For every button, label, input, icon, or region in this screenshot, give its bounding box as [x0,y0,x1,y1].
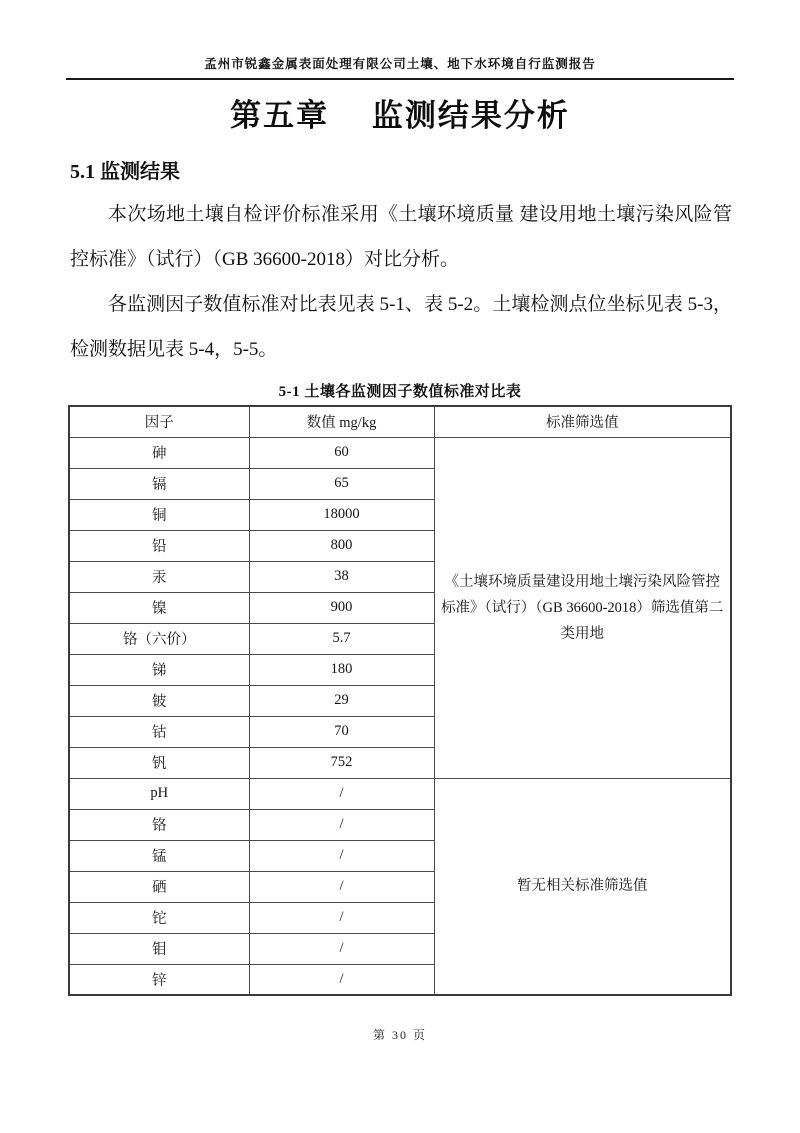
header-cell-value: 数值 mg/kg [249,406,434,437]
table-row [69,437,731,468]
value-cell: 60 [249,437,434,468]
value-cell: / [249,840,434,871]
paragraph-standard-basis: 本次场地土壤自检评价标准采用《土壤环境质量 建设用地土壤污染风险管控标准》（试行）（GB 36600-2018）对比分析。 [70,204,732,270]
value-cell: / [249,933,434,964]
value-cell: / [249,902,434,933]
factor-cell: 铊 [69,902,249,933]
page-number: 第 30 页 [372,1028,427,1042]
factor-cell: 铅 [69,530,249,561]
paragraph-table-references: 各监测因子数值标准对比表见表 5-1、表 5-2。土壤检测点位坐标见表 5-3，检测数据见表 5-4，5-5。 [70,294,732,360]
factor-cell: 锌 [69,964,249,995]
factor-cell: 镍 [69,592,249,623]
value-cell: 65 [249,468,434,499]
header-rule [66,78,734,80]
value-cell: 800 [249,530,434,561]
table-row [69,778,731,809]
header-cell-factor: 因子 [69,406,249,437]
running-header: 孟州市锐鑫金属表面处理有限公司土壤、地下水环境自行监测报告 [204,57,596,71]
value-cell: / [249,809,434,840]
factor-cell: 铬 [69,809,249,840]
factor-cell: pH [69,778,249,809]
value-cell: 70 [249,716,434,747]
value-cell: 900 [249,592,434,623]
factor-cell: 砷 [69,437,249,468]
factor-cell: 镉 [69,468,249,499]
factor-cell: 铜 [69,499,249,530]
factor-cell: 钒 [69,747,249,778]
value-cell: / [249,964,434,995]
chapter-title: 第五章 监测结果分析 [230,98,570,133]
factor-cell: 钼 [69,933,249,964]
factor-cell: 锑 [69,654,249,685]
factor-cell: 硒 [69,871,249,902]
standard-cell-group1: 《土壤环境质量建设用地土壤污染风险管控标准》（试行）（GB 36600-2018）筛选值第二类用地 [434,437,731,778]
header-cell-standard: 标准筛选值 [434,406,731,437]
table-header-row [69,406,731,437]
value-cell: 5.7 [249,623,434,654]
value-cell: 752 [249,747,434,778]
value-cell: 180 [249,654,434,685]
factor-cell: 铍 [69,685,249,716]
factor-cell: 汞 [69,561,249,592]
standard-cell-group2: 暂无相关标准筛选值 [434,778,731,995]
value-cell: 18000 [249,499,434,530]
factor-cell: 锰 [69,840,249,871]
factor-cell: 钴 [69,716,249,747]
comparison-table [68,405,732,996]
section-title: 5.1 监测结果 [70,161,180,183]
table-caption: 5-1 土壤各监测因子数值标准对比表 [278,384,522,400]
value-cell: / [249,871,434,902]
value-cell: 38 [249,561,434,592]
value-cell: 29 [249,685,434,716]
value-cell: / [249,778,434,809]
factor-cell: 铬（六价） [69,623,249,654]
